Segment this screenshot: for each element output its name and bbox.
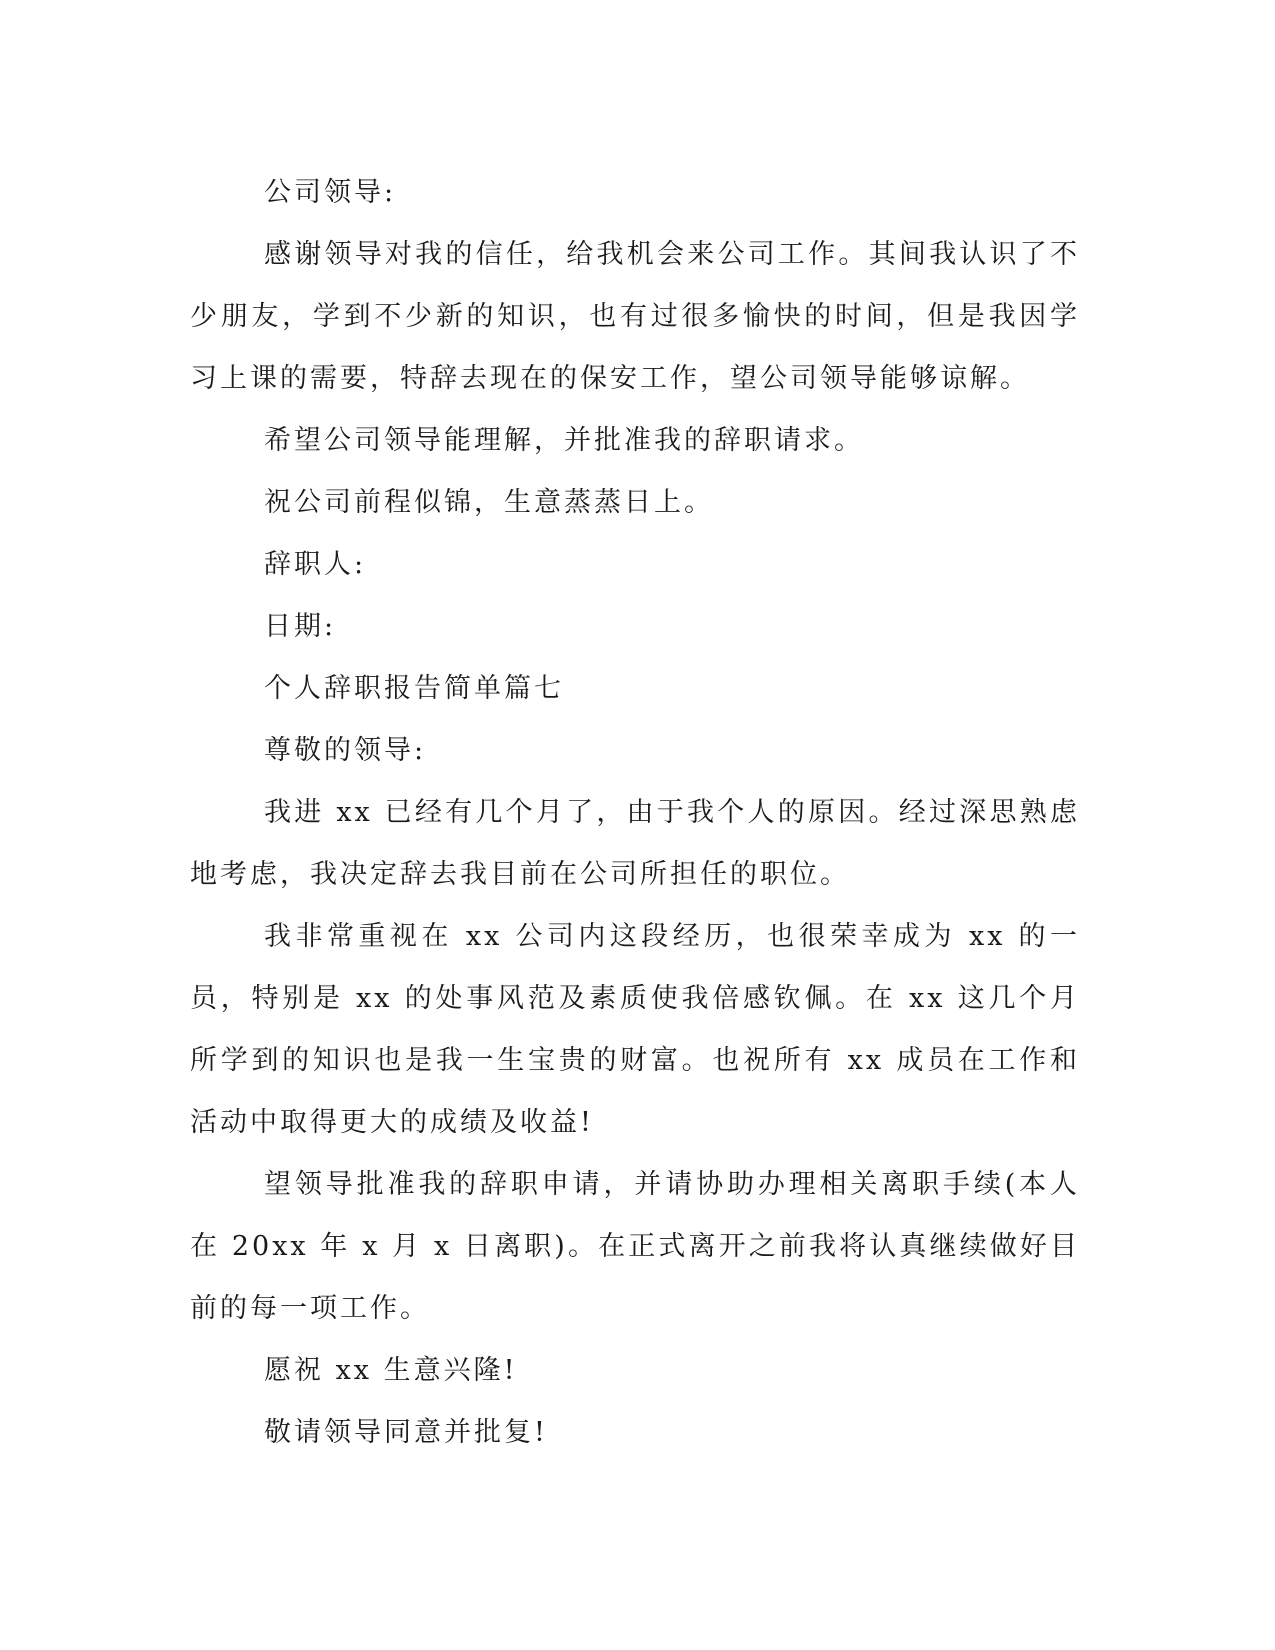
section-title: 个人辞职报告简单篇七 <box>264 673 564 704</box>
closing-wish: 祝公司前程似锦，生意蒸蒸日上。 <box>264 487 714 518</box>
date-label: 日期: <box>264 611 337 642</box>
salutation: 公司领导: <box>264 177 397 208</box>
closing-wish: 愿祝 xx 生意兴隆! <box>264 1355 518 1386</box>
document-body <box>190 162 1080 1464</box>
body-paragraph: 望领导批准我的辞职申请，并请协助办理相关离职手续(本人在 20xx 年 x 月 x 日离职)。在正式离开之前我将认真继续做好目前的每一项工作。 <box>190 1169 1080 1324</box>
body-paragraph: 我非常重视在 xx 公司内这段经历，也很荣幸成为 xx 的一员，特别是 xx 的处事风范及素质使我倍感钦佩。在 xx 这几个月所学到的知识也是我一生宝贵的财富。也祝所有 xx 成员在工作和活动中取得更大的成绩及收益! <box>190 921 1080 1138</box>
body-paragraph: 感谢领导对我的信任，给我机会来公司工作。其间我认识了不少朋友，学到不少新的知识，也有过很多愉快的时间，但是我因学习上课的需要，特辞去现在的保安工作，望公司领导能够谅解。 <box>190 239 1080 394</box>
body-paragraph: 我进 xx 已经有几个月了，由于我个人的原因。经过深思熟虑地考虑，我决定辞去我目前在公司所担任的职位。 <box>190 797 1080 890</box>
closing-request: 敬请领导同意并批复! <box>264 1417 548 1448</box>
salutation: 尊敬的领导: <box>264 735 427 766</box>
body-paragraph: 希望公司领导能理解，并批准我的辞职请求。 <box>264 425 864 456</box>
signature-label: 辞职人: <box>264 549 367 580</box>
